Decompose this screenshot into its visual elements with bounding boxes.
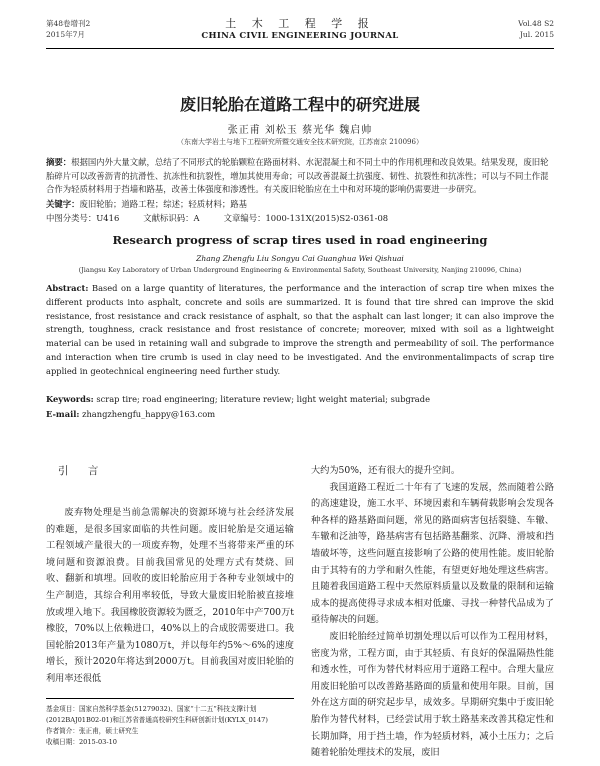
keywords-en bbox=[46, 394, 554, 404]
header-journal bbox=[46, 17, 554, 42]
body-column-left bbox=[46, 505, 294, 688]
email-address: zhangzhengfu_happy@163.com bbox=[82, 409, 216, 419]
paper-title-en: Research progress of scrap tires used in road engineering bbox=[112, 233, 488, 247]
abstract-zh-text: 根据国内外大量文献，总结了不同形式的轮胎颗粒在路面材料、水泥混凝土和不同土中的作用机理和改良效果。结果发现，废旧轮胎碎片可以改善沥青的抗滑性、抗冻性和抗裂性，增加其使用寿命；可以改善混凝土抗强度、韧性、抗裂性和抗冻性；可以与不同土作混合作为轻质材料用于挡墙和路基，改善土体强度和渗透性。有关废旧轮胎应在土中和对环境的影响仍需要进一步研究。 bbox=[46, 157, 549, 195]
footnote-block bbox=[46, 698, 294, 748]
paper-title-zh: 废旧轮胎在道路工程中的研究进展 bbox=[179, 95, 420, 114]
footnote-author: 作者简介：张正甫，硕士研究生 bbox=[46, 727, 139, 735]
header-date-line: 2015年7月 bbox=[46, 30, 85, 39]
body-paragraph: 废旧轮胎经过简单切割处理以后可以作为工程用材料，密度为常，工程方面，由于其轻质、有良好的保温隔热性能和透水性，可作为替代材料应用于道路工程中。合理大量应用废旧轮胎可以改善路基路面的质量和使用年限。目前，国外在这方面的研究起步早，成效多。早期研究集中于废旧轮胎作为替代材料，已经尝试用于软土路基来改善其稳定性和长期加降，用于挡土墙，作为轻质材料，减小土压力；之后随着轮胎处理技术的发展，废旧 bbox=[311, 630, 554, 759]
abstract-en bbox=[46, 282, 554, 379]
abstract-zh bbox=[46, 156, 554, 197]
authors-en: Zhang Zhengfu Liu Songyu Cai Guanghua Wei Qishuai bbox=[196, 254, 404, 263]
keywords-zh bbox=[46, 198, 554, 212]
header-month-line: Jul. 2015 bbox=[519, 30, 554, 39]
footnote-received: 收稿日期：2015-03-10 bbox=[46, 738, 117, 746]
section-heading-introduction: 引 言 bbox=[58, 465, 107, 477]
footnote-funding: 基金项目：国家自然科学基金(51279032)、国家“十二五”科技支撑计划(2012BAJ01B02-01)和江苏省普通高校研究生科研创新计划(KYLX_0147) bbox=[46, 705, 268, 724]
article-number: 文章编号：1000-131X(2015)S2-0361-08 bbox=[223, 213, 389, 223]
keywords-en-label: Keywords: bbox=[46, 394, 94, 404]
keywords-en-text: scrap tire; road engineering; literature review; light weight material; subgrade bbox=[96, 394, 430, 404]
keywords-zh-label: 关键字： bbox=[46, 199, 80, 209]
header-issue-line: Vol.48 S2 bbox=[518, 19, 554, 28]
affiliation-zh: （东南大学岩土与地下工程研究所暨交通安全技术研究院，江苏南京 210096） bbox=[177, 138, 423, 146]
document-code: 文献标识码：A bbox=[143, 213, 200, 223]
header-issue bbox=[518, 18, 554, 40]
affiliation-en: (Jiangsu Key Laboratory of Urban Underground Engineering & Environmental Safety, Southeast University, Nanjing 210096, China) bbox=[78, 266, 522, 274]
journal-name-zh: 土 木 工 程 学 报 bbox=[225, 17, 375, 30]
body-paragraph: 我国道路工程近二十年有了飞速的发展，然而随着公路的高速建设，施工水平、环境因素和车辆荷载影响会发现各种各样的路基路面问题，常见的路面病害包括裂缝、车辙、车辙和泛油等，路基病害有包括路基翻浆、沉降、滑坡和挡墙破坏等，这些问题直接影响了公路的使用性能。废旧轮胎由于其特有的力学和耐久性能，有望更好地处理这些病害。且随着我国道路工程中天然原料质量以及数量的限制和运输成本的提高使得寻求成本相对低廉、寻找一种替代品成为了亟待解决的问题。 bbox=[311, 481, 554, 626]
body-column-right bbox=[311, 463, 554, 762]
abstract-en-text: Based on a large quantity of literatures, the performance and the interaction of scrap tire when mixes the different products into asphalt, concrete and soils are summarized. It is found that tire shred can improve the skid resistance, frost resistance and crack resistance of asphalt, so that the asphalt can last longer; it can also improve the strength, toughness, crack resistance and frost resistance of concrete; moreover, mixed with soil as a lightweight material can be used in retaining wall and subgrade to improve the strength and permeability of soil. The performance and interaction when tire crumb is used in clay need to be investigated. And the environmentalimpacts of scrap tire applied in geotechnical engineering need further study. bbox=[46, 283, 554, 376]
abstract-zh-label: 摘要： bbox=[46, 157, 72, 167]
journal-name-en: CHINA CIVIL ENGINEERING JOURNAL bbox=[201, 31, 399, 41]
authors-zh: 张正甫 刘松玉 蔡光华 魏启帅 bbox=[227, 125, 373, 136]
body-paragraph: 大约为50%，还有很大的提升空间。 bbox=[311, 465, 461, 476]
abstract-en-label: Abstract: bbox=[46, 283, 89, 293]
header-volume-line: 第48卷增刊2 bbox=[46, 19, 91, 28]
email-label: E-mail: bbox=[46, 409, 80, 419]
classification-zh bbox=[46, 212, 554, 226]
clc-number: 中图分类号：U416 bbox=[46, 213, 120, 223]
keywords-zh-text: 废旧轮胎；道路工程；综述；轻质材料；路基 bbox=[79, 199, 247, 209]
body-paragraph: 废弃物处理是当前急需解决的资源环境与社会经济发展的难题，是很多国家面临的共性问题。废旧轮胎是交通运输工程领域产量很大的一项废弃物，处理不当将带来严重的环境问题和资源浪费。目前我国常见的处理方式有焚烧、回收、翻新和填埋。回收的废旧轮胎应用于各种专业领域中的生产制造，其综合利用率较低，导致大量废旧轮胎被直接堆放或埋入地下。我国橡胶资源较为匮乏，2010年中产700万t橡胶，70%以上依赖进口，40%以上的合成胶需要进口。我国轮胎2013年产量为1080万t，并以每年约5%～6%的速度增长，预计2020年将达到2000万t。目前我国对废旧轮胎的利用率还很低 bbox=[46, 507, 294, 684]
email-en bbox=[46, 409, 554, 419]
running-header bbox=[46, 16, 554, 49]
